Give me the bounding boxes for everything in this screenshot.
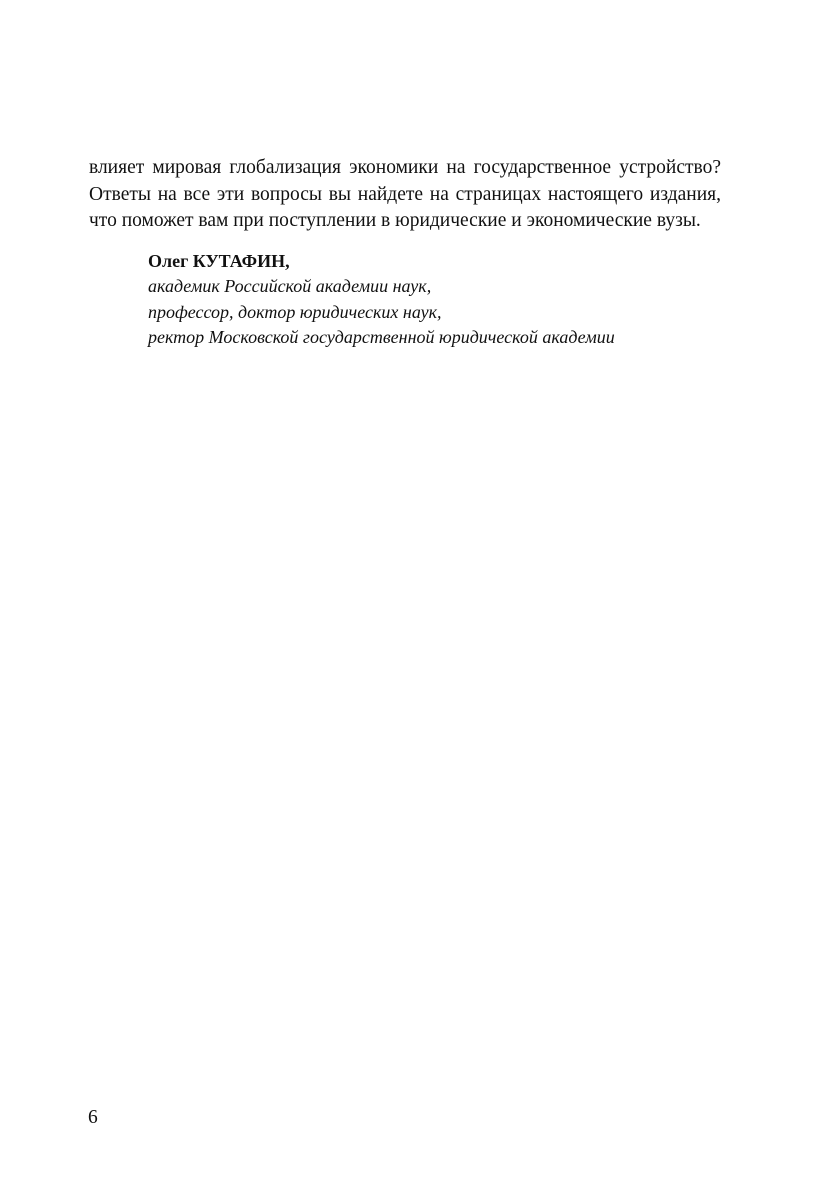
body-line: Ответы на все эти вопросы вы найдете на страницах настоящего издания, — [89, 183, 721, 205]
body-line: влияет мировая глобализация экономики на государственное устройство? — [89, 157, 721, 178]
author-name: Олег КУТАФИН, — [148, 251, 290, 271]
author-title: профессор, доктор юридических наук, — [148, 301, 442, 322]
author-signature — [148, 249, 615, 350]
author-title: академик Российской академии наук, — [148, 276, 432, 297]
body-paragraph — [89, 155, 721, 235]
page-number: 6 — [88, 1107, 98, 1128]
author-title: ректор Московской государственной юридической академии — [148, 326, 615, 347]
body-line: что поможет вам при поступлении в юридические и экономические вузы. — [89, 210, 701, 231]
